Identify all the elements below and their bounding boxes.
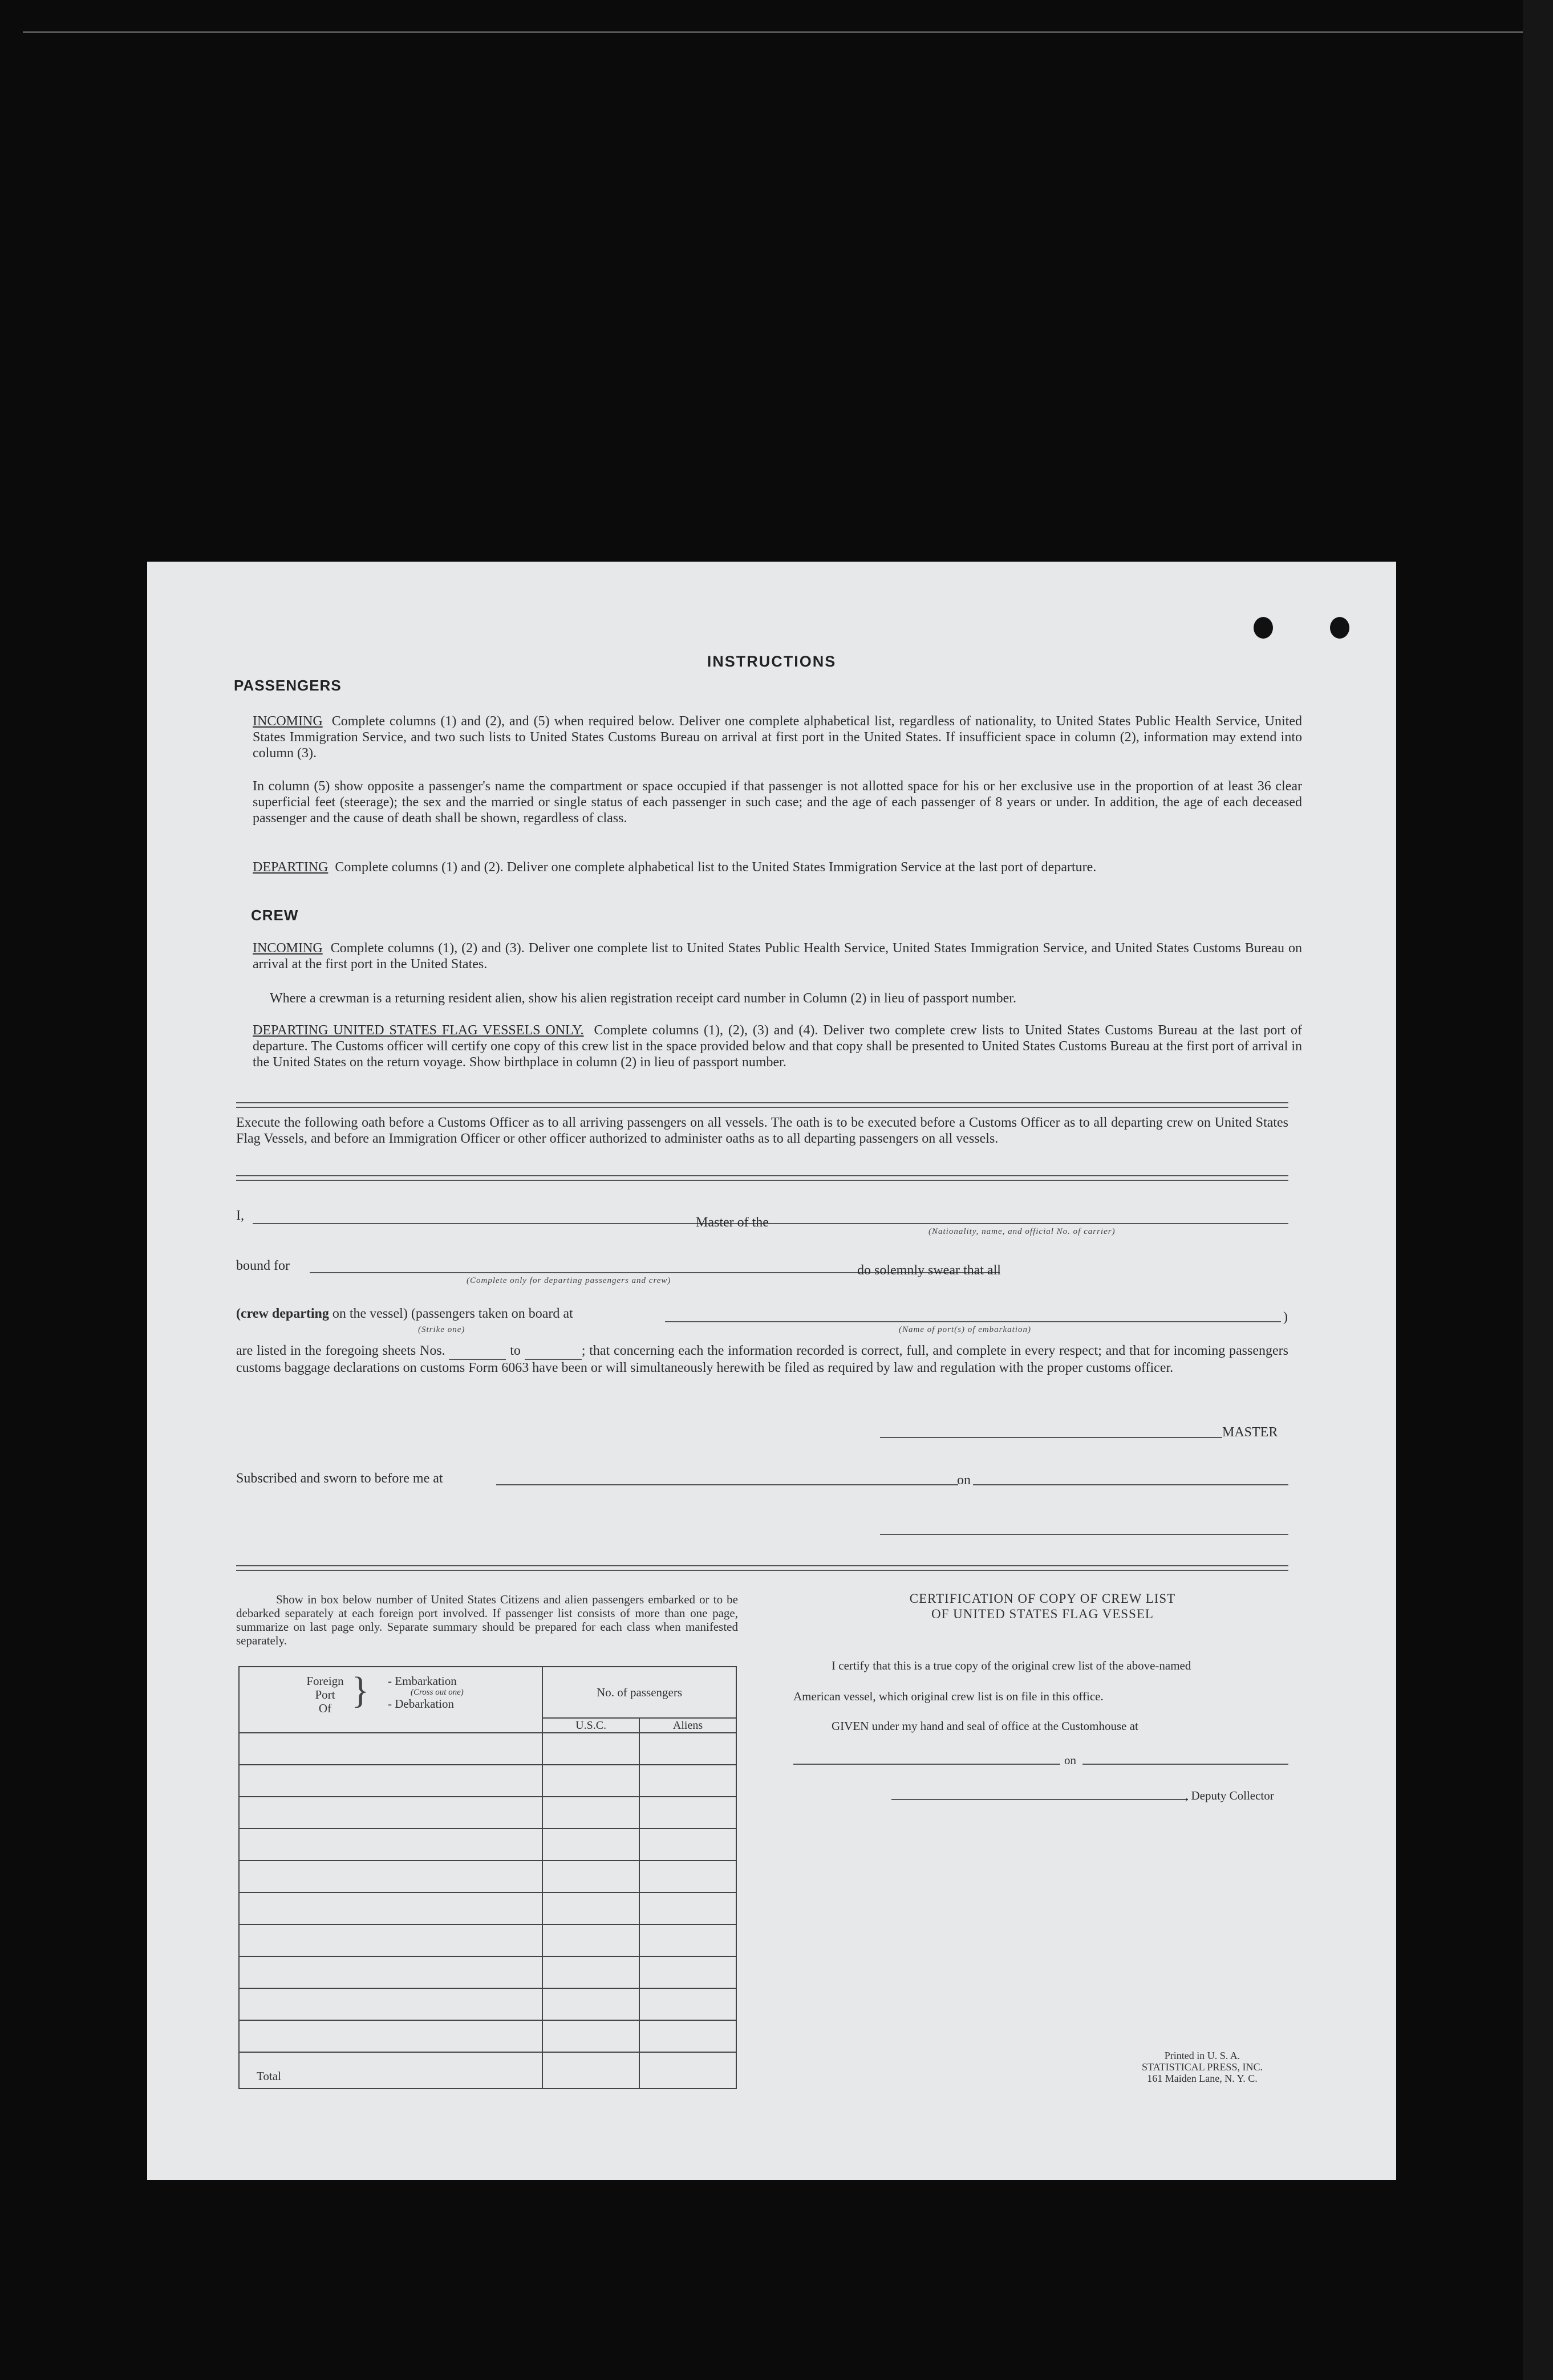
table-row[interactable]: [239, 2020, 736, 2052]
port-caption: (Name of port(s) of embarkation): [899, 1325, 1031, 1334]
crew-heading: CREW: [251, 907, 299, 924]
printer-imprint: Printed in U. S. A. STATISTICAL PRESS, INC. 161 Maiden Lane, N. Y. C.: [1142, 2050, 1263, 2084]
table-row[interactable]: [239, 1733, 736, 1765]
crew-departing-rest: on the vessel) (passengers taken on board at: [332, 1306, 573, 1321]
embarkation-port-field[interactable]: [665, 1321, 1281, 1322]
sheet-to-field[interactable]: [525, 1343, 582, 1360]
crew-incoming-lead: INCOMING: [253, 941, 323, 956]
nationality-caption: (Nationality, name, and official No. of carrier): [928, 1227, 1116, 1236]
foreign-port-header: Foreign Port Of } - Embarkation (Cross out one) - Debarkation: [239, 1667, 542, 1733]
film-right-band: [1523, 0, 1553, 2380]
sworn-date-field[interactable]: [973, 1484, 1288, 1485]
divider: [236, 1565, 1288, 1571]
crew-incoming-text: Complete columns (1), (2) and (3). Deliver one complete list to United States Public Health Service, United States Immigration Service, and United States Customs Bureau on arrival at the first port in the United States.: [253, 941, 1302, 972]
table-row[interactable]: [239, 1924, 736, 1956]
punch-hole: [1254, 617, 1273, 639]
master-signature-field[interactable]: [880, 1437, 1222, 1438]
cert-on-label: on: [1064, 1753, 1076, 1767]
sworn-place-field[interactable]: [496, 1484, 958, 1485]
total-label: Total: [239, 2052, 542, 2089]
passengers-departing: [253, 859, 1302, 875]
aliens-header: Aliens: [639, 1718, 736, 1733]
crew-resident: Where a crewman is a returning resident alien, show his alien registration receipt card number in Column (2) in lieu of passport number.: [270, 991, 1016, 1006]
passengers-departing-text: Complete columns (1) and (2). Deliver one complete alphabetical list to the United States Immigration Service at the last port of departure.: [335, 860, 1097, 875]
crew-flag-text: Complete columns (1), (2), (3) and (4). Deliver two complete crew lists to United States Customs Bureau at the last port of departure. The Customs officer will certify one copy of this crew list in the space provided below and that copy shall be presented to United States Customs Bureau at the first port of arrival in the United States on the return voyage. Show birthplace in column (2) in lieu of passport number.: [253, 1023, 1302, 1070]
oath-i-label: I,: [236, 1208, 244, 1223]
swear-label: do solemnly swear that all: [857, 1263, 1001, 1278]
certify-line-1: I certify that this is a true copy of the original crew list of the above-named: [832, 1659, 1191, 1672]
given-line: GIVEN under my hand and seal of office at the Customhouse at: [832, 1719, 1138, 1733]
oath-instructions: Execute the following oath before a Customs Officer as to all arriving passengers on all vessels. The oath is to be executed before a Customs Officer as to all departing crew on United States Flag Vessels, and before an Immigration Officer or other officer authorized to administer oaths as to all departing passengers on all vessels.: [236, 1115, 1288, 1146]
passengers-incoming-text: Complete columns (1) and (2), and (5) when required below. Deliver one complete alphabetical list, regardless of nationality, to United States Public Health Service, United States Immigration Service, and two such lists to United States Customs Bureau on arrival at first port in the United States. If insufficient space in column (2), information may extend into column (3).: [253, 714, 1303, 761]
crew-departing-label: (crew departing: [236, 1306, 329, 1321]
sworn-on-label: on: [957, 1473, 971, 1488]
complete-caption: (Complete only for departing passengers and crew): [467, 1276, 671, 1285]
table-row[interactable]: [239, 1861, 736, 1892]
crew-flag-vessels: [253, 1022, 1302, 1070]
customhouse-field[interactable]: [793, 1764, 1060, 1765]
listed-statement: are listed in the foregoing sheets Nos. to ; that concerning each the information recorded is correct, full, and complete in every respect; and that for incoming passengers customs baggage declarations on customs Form 6063 have been or will simultaneously herewith be filed as required by law and regulation with the proper customs officer.: [236, 1343, 1288, 1375]
bound-for-label: bound for: [236, 1258, 290, 1273]
brace-icon: }: [351, 1670, 370, 1711]
table-row[interactable]: [239, 1765, 736, 1797]
table-row[interactable]: [239, 1797, 736, 1829]
close-paren: ): [1283, 1310, 1288, 1325]
box-note: Show in box below number of United States Citizens and alien passengers embarked or to be debarked separately at each foreign port involved. If passenger list consists of more than one page, summarize on last page only. Separate summary should be prepared for each class when manifested separately.: [236, 1593, 738, 1647]
officer-signature-field[interactable]: [880, 1534, 1288, 1535]
certification-title: CERTIFICATION OF COPY OF CREW LIST OF UNITED STATES FLAG VESSEL: [909, 1591, 1176, 1621]
crew-flag-lead: DEPARTING UNITED STATES FLAG VESSELS ONLY.: [253, 1023, 584, 1038]
no-passengers-header: No. of passengers: [542, 1667, 736, 1718]
passengers-incoming: [253, 713, 1302, 761]
divider: [236, 1102, 1288, 1108]
crew-passengers-line: [236, 1306, 573, 1322]
sheet-from-field[interactable]: [449, 1343, 506, 1360]
master-of-label: Master of the: [696, 1215, 769, 1230]
cert-date-field[interactable]: [1082, 1764, 1288, 1765]
carrier-field[interactable]: [792, 1223, 1288, 1224]
deputy-signature-field[interactable]: [891, 1799, 1188, 1800]
table-row[interactable]: [239, 1892, 736, 1924]
document-page: [147, 562, 1396, 2180]
passengers-heading: PASSENGERS: [234, 677, 342, 694]
table-row[interactable]: [239, 1829, 736, 1861]
passengers-incoming-lead: INCOMING: [253, 714, 323, 729]
ports-table: [238, 1666, 737, 2089]
table-row[interactable]: [239, 1988, 736, 2020]
table-row[interactable]: [239, 1956, 736, 1988]
usc-header: U.S.C.: [542, 1718, 639, 1733]
page-title: INSTRUCTIONS: [707, 653, 837, 670]
strike-caption: (Strike one): [418, 1325, 465, 1334]
subscribed-label: Subscribed and sworn to before me at: [236, 1471, 443, 1486]
passengers-departing-lead: DEPARTING: [253, 860, 329, 875]
divider: [236, 1175, 1288, 1181]
deputy-collector-label: , Deputy Collector: [1185, 1789, 1274, 1802]
table-row-total: [239, 2052, 736, 2089]
punch-hole: [1330, 617, 1349, 639]
crew-incoming: [253, 940, 1302, 972]
certify-line-2: American vessel, which original crew list is on file in this office.: [793, 1689, 1104, 1703]
passengers-column5: In column (5) show opposite a passenger's name the compartment or space occupied if that passenger is not allotted space for his or her exclusive use in the proportion of at least 36 clear superficial feet (steerage); the sex and the married or single status of each passenger in such case; and the age of each passenger of 8 years or under. In addition, the age of each deceased passenger and the cause of death shall be shown, regardless of class.: [253, 779, 1302, 826]
film-top-edge: [23, 31, 1528, 33]
master-label: MASTER: [1222, 1425, 1278, 1440]
